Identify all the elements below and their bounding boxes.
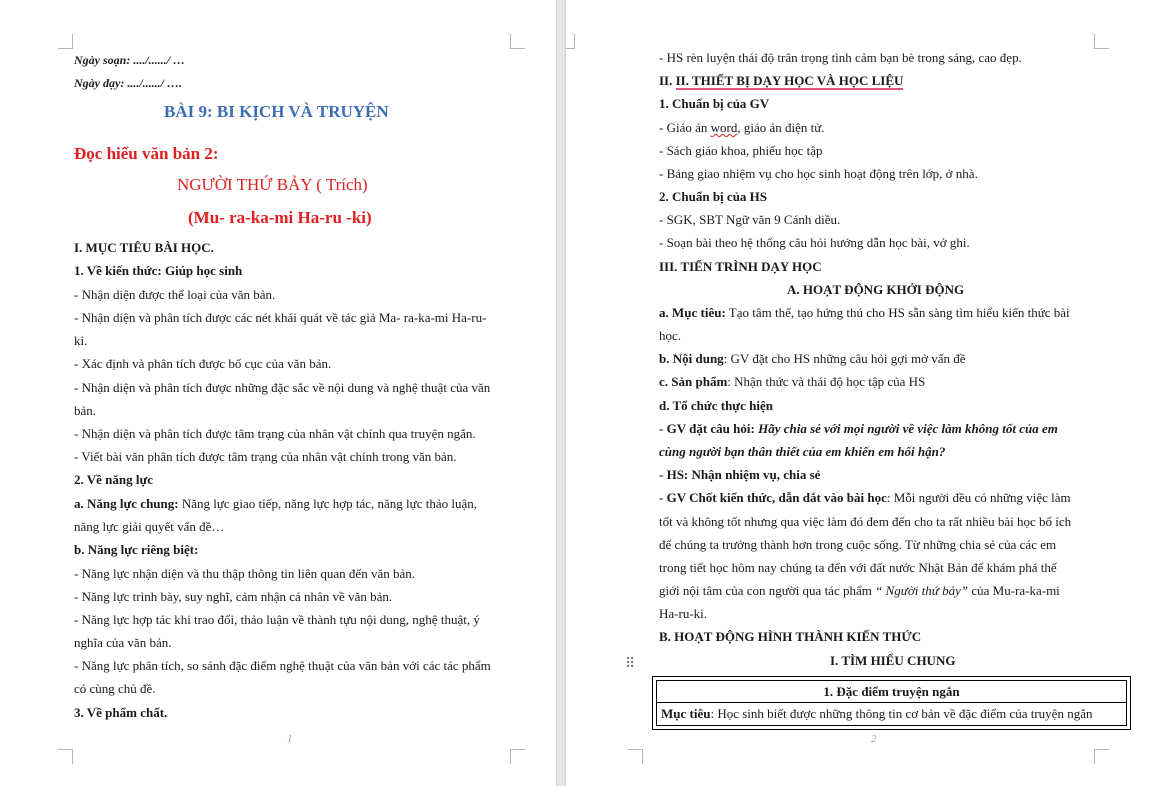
text: giới nội tâm của con người qua tác phẩm: [659, 583, 876, 598]
spell-flag[interactable]: word: [710, 120, 738, 135]
work-title: NGƯỜI THỨ BẢY ( Trích): [177, 175, 368, 194]
paragraph-line: - Năng lực trình bày, suy nghĩ, cảm nhận cá nhân về văn bản.: [74, 589, 393, 604]
page-number: 2: [871, 733, 877, 745]
lesson-title: BÀI 9: BI KỊCH VÀ TRUYỆN: [164, 102, 389, 121]
page-number: 1: [287, 733, 293, 745]
label: c. Sản phẩm: [659, 374, 728, 389]
ngay-day: Ngày dạy: ..../....../ ….: [74, 76, 182, 90]
paragraph-line: tốt và không tốt nhưng qua việc làm đó đem đến cho ta rất nhiều bài học bổ ích: [659, 514, 1072, 529]
subsection-heading: I. TÌM HIỂU CHUNG: [830, 653, 956, 668]
paragraph-line: - Năng lực hợp tác khi trao đổi, thảo luận về thành tựu nội dung, nghệ thuật, ý: [74, 612, 480, 627]
text: Năng lực giao tiếp, năng lực hợp tác, năng lực thảo luận,: [178, 496, 477, 511]
paragraph-line: [659, 351, 966, 367]
paragraph-line: - Sách giáo khoa, phiếu học tập: [659, 143, 823, 158]
ngay-soan: Ngày soạn: ..../....../ …: [74, 53, 185, 67]
paragraph-line: - Bảng giao nhiệm vụ cho học sinh hoạt động trên lớp, ở nhà.: [659, 166, 978, 181]
text: : Nhận thức và thái độ học tập của HS: [727, 374, 926, 389]
paragraph-line: - SGK, SBT Ngữ văn 9 Cánh diều.: [659, 212, 841, 227]
paragraph-line: ki.: [74, 333, 88, 348]
paragraph-line: - Nhận diện và phân tích được những đặc sắc về nội dung và nghệ thuật của văn: [74, 380, 491, 395]
paragraph-line: [659, 583, 1060, 599]
content-table: [652, 676, 1131, 730]
paragraph-line: - Soạn bài theo hệ thống câu hỏi hướng dẫn học bài, vở ghi.: [659, 235, 970, 250]
crop-mark: [510, 749, 525, 764]
paragraph-line: - Viết bài văn phân tích được tâm trạng của nhân vật chính trong văn bản.: [74, 449, 457, 464]
table-move-handle-icon[interactable]: ⠿: [625, 656, 636, 672]
author: (Mu- ra-ka-mi Ha-ru -ki): [188, 208, 372, 227]
work-ref: “ Người thứ bảy”: [875, 583, 969, 598]
paragraph-line: bản.: [74, 403, 97, 418]
crop-mark: [510, 34, 525, 49]
text: , giáo án điện tử.: [737, 120, 825, 135]
paragraph-line: - HS rèn luyện thái độ trân trọng tình cảm bạn bè trong sáng, cao đẹp.: [659, 50, 1022, 65]
activity-heading: B. HOẠT ĐỘNG HÌNH THÀNH KIẾN THỨC: [659, 629, 922, 644]
label: Mục tiêu: [661, 706, 711, 721]
paragraph-line: cùng người bạn thân thiết của em khiến em hối hận?: [659, 444, 946, 459]
section-title: II. THIẾT BỊ DẠY HỌC VÀ HỌC LIỆU: [675, 73, 904, 88]
section-number: II.: [659, 73, 676, 88]
paragraph-line: - Năng lực phân tích, so sánh đặc điểm nghệ thuật của văn bản với các tác phẩm: [74, 658, 491, 673]
paragraph-line: - Nhận diện và phân tích được tâm trạng của nhân vật chính qua truyện ngắn.: [74, 426, 476, 441]
subsection-heading: 2. Chuẩn bị của HS: [659, 189, 768, 204]
section-heading: [659, 73, 903, 89]
crop-mark: [1094, 34, 1109, 49]
doc-hieu-heading: Đọc hiểu văn bản 2:: [74, 144, 219, 163]
paragraph-line: [659, 490, 1071, 506]
crop-mark: [566, 34, 575, 49]
section-heading: III. TIẾN TRÌNH DẠY HỌC: [659, 259, 822, 274]
text: : GV đặt cho HS những câu hỏi gợi mở vấn đề: [723, 351, 966, 366]
crop-mark: [1094, 749, 1109, 764]
paragraph-line: - Xác định và phân tích được bố cục của văn bản.: [74, 356, 332, 371]
table-cell[interactable]: [661, 705, 1126, 723]
text: của Mu-ra-ka-mi: [968, 583, 1060, 598]
paragraph-line: Ha-ru-ki.: [659, 606, 708, 621]
paragraph-line: nghĩa của văn bản.: [74, 635, 172, 650]
label: - GV đặt câu hỏi:: [659, 421, 755, 436]
crop-mark: [58, 749, 73, 764]
subsection-heading: d. Tổ chức thực hiện: [659, 398, 773, 413]
document-page-1: [0, 0, 556, 786]
paragraph-line: năng lực giải quyết vấn đề…: [74, 519, 225, 534]
paragraph-line: - Nhận diện được thể loại của văn bản.: [74, 287, 276, 302]
subsection-heading: 2. Về năng lực: [74, 472, 154, 487]
table-inner-border: [656, 680, 1127, 726]
subsection-heading: 3. Về phẩm chất.: [74, 705, 168, 720]
label: a. Mục tiêu:: [659, 305, 726, 320]
subsection-heading: 1. Chuẩn bị của GV: [659, 96, 770, 111]
label: b. Nội dung: [659, 351, 724, 366]
label: - GV Chốt kiến thức, dẫn dắt vào bài học: [659, 490, 887, 505]
paragraph-line: - Nhận diện và phân tích được các nét khái quát về tác giả Ma- ra-ka-mi Ha-ru-: [74, 310, 487, 325]
subsection-heading: b. Năng lực riêng biệt:: [74, 542, 199, 557]
paragraph-line: [74, 496, 477, 512]
paragraph-line: [659, 120, 825, 136]
paragraph-line: - HS: Nhận nhiệm vụ, chia sẻ: [659, 467, 821, 482]
paragraph-line: học.: [659, 328, 682, 343]
paragraph-line: có cùng chủ đề.: [74, 681, 156, 696]
table-header-cell[interactable]: 1. Đặc điểm truyện ngắn: [657, 681, 1126, 703]
text: - Giáo án: [659, 120, 711, 135]
subsection-heading: 1. Về kiến thức: Giúp học sinh: [74, 263, 243, 278]
text: : Học sinh biết được những thông tin cơ bản về đặc điểm của truyện ngắn: [710, 706, 1093, 721]
paragraph-line: [659, 305, 1070, 321]
text: : Mỗi người đều có những việc làm: [886, 490, 1071, 505]
crop-mark: [628, 749, 643, 764]
question: Hãy chia sẻ với mọi người về việc làm không tốt của em: [754, 421, 1058, 436]
label: a. Năng lực chung:: [74, 496, 179, 511]
crop-mark: [58, 34, 73, 49]
text: Tạo tâm thế, tạo hứng thú cho HS sẵn sàng tìm hiểu kiến thức bài: [725, 305, 1070, 320]
paragraph-line: để chúng ta trưởng thành hơn trong cuộc sống. Từ những chia sẻ của các em: [659, 537, 1057, 552]
paragraph-line: [659, 421, 1058, 437]
paragraph-line: [659, 374, 925, 390]
section-heading: I. MỤC TIÊU BÀI HỌC.: [74, 240, 214, 255]
paragraph-line: - Năng lực nhận diện và thu thập thông tin liên quan đến văn bản.: [74, 566, 415, 581]
paragraph-line: trong tiết học hôm nay chúng ta đến với đất nước Nhật Bản để khám phá thế: [659, 560, 1057, 575]
activity-heading: A. HOẠT ĐỘNG KHỞI ĐỘNG: [787, 282, 965, 297]
